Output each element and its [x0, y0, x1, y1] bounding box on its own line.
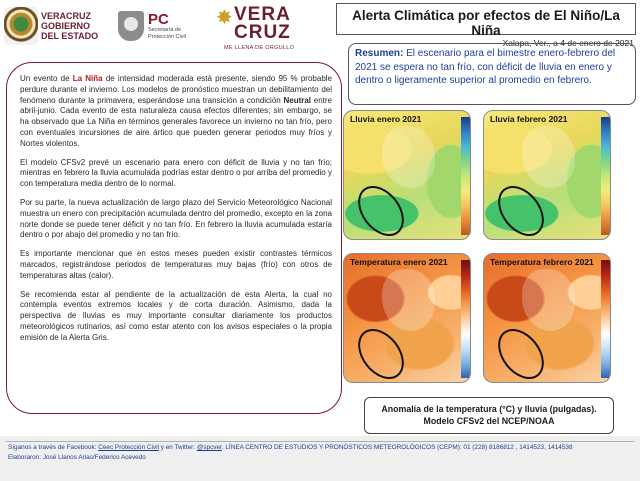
footer-twitter-text: y en Twitter:: [158, 444, 197, 451]
footer-follow-text: Síganos a través de Facebook:: [8, 444, 99, 451]
pc-logo-line1: Secretaría de: [148, 27, 182, 33]
resumen-label: Resumen:: [355, 48, 404, 59]
map-label: Temperatura enero 2021: [350, 257, 448, 267]
veracruz-logo-line3: DEL ESTADO: [41, 31, 99, 41]
paragraph-contrastes: Es importante mencionar que en estos meses pueden existir contrastes térmicos marcados, registrándose periodos de temperaturas muy bajas (frío) con otros de temperaturas altas (calor).: [20, 249, 332, 280]
temperature-color-scale: [461, 260, 470, 378]
veracruz-government-logo: [4, 6, 116, 46]
body-text: [20, 74, 332, 352]
resumen-box: [348, 43, 636, 105]
neutral-highlight: Neutral: [283, 95, 312, 105]
paragraph-la-nina: [20, 74, 332, 150]
footer-authors: Elaboraron: José Llanos Arias/Federico Acevedo: [8, 454, 146, 461]
twitter-link[interactable]: @spcver: [196, 444, 222, 451]
map-label: Lluvia enero 2021: [350, 114, 422, 124]
resumen-text: El escenario para el bimestre enero-febrero del 2021 se espera no tan frío, con déficit de lluvia en enero y dentro o ligeramente superior al promedio en febrero.: [355, 48, 616, 86]
page-title: Alerta Climática por efectos de El Niño/La Niña: [352, 8, 620, 38]
p1-mid: de intensidad moderada está presente, siendo 95 % probable perdure durante el invierno. Los modelos de pronóstico muestran un debilitamiento del fenómeno durante la primavera, esperándose una transición a condición: [20, 74, 332, 105]
map-temperatura-enero: [343, 253, 471, 383]
pc-logo-line2: Protección Civil: [148, 33, 186, 40]
veracruz-logo-line2: GOBIERNO: [41, 21, 91, 31]
gulf-region: [522, 126, 575, 187]
map-lluvia-enero: [343, 110, 471, 240]
vc-logo-mark: VERA CRUZ: [234, 4, 291, 43]
footer-contact-line: [8, 444, 573, 451]
proteccion-civil-logo: [118, 6, 210, 46]
title-box: [336, 3, 636, 38]
star-icon: ✸: [216, 7, 233, 29]
gulf-region: [522, 269, 575, 330]
p1-pre: Un evento de: [20, 74, 73, 83]
veracruz-crest-icon: [4, 7, 38, 45]
facebook-link[interactable]: Ceec Protección Civil: [98, 444, 159, 451]
gulf-region: [382, 269, 435, 330]
maps-caption: [364, 397, 614, 434]
veracruz-logo-line1: VERACRUZ: [41, 11, 92, 21]
footer-phone-text: . LÍNEA CENTRO DE ESTUDIOS Y PRONÓSTICOS METEOROLÓGICOS (CEPM): 01 (228) 8186812 , 1414523, 1414538: [221, 444, 573, 451]
rain-color-scale: [601, 117, 610, 235]
temperature-color-scale: [601, 260, 610, 378]
paragraph-cfsv2: El modelo CFSv2 prevé un escenario para enero con déficit de lluvia y no tan frío; mientras en febrero la lluvia acumulada podrías estar dentro o por arriba del promedio y con temperatura media dentro de lo normal.: [20, 157, 332, 189]
footer: [0, 436, 640, 481]
footer-divider: [6, 441, 634, 442]
date-line: Xalapa, Ver., a 4 de enero de 2021: [502, 38, 634, 48]
paragraph-recomendacion: Se recomienda estar al pendiente de la actualización de esta Alerta, la cual no contempla eventos extremos locales y de corta duración. Asimismo, dada la perspectiva de lluvias es muy importante consultar diariamente los productos meteorológicos rutinarios, así como estar atento con los avisos especiales o la propia emisión de la Alerta Gris.: [20, 289, 332, 342]
gulf-region: [382, 126, 435, 187]
paragraph-smn: Por su parte, la nueva actualización de largo plazo del Servicio Meteorológico Nacional muestra un enero con precipitación acumulada dentro del promedio, excepto en la zona norte donde se puede tener déficit y no tan frío. En febrero la lluvia acumulada estaría dentro o por abajo del promedio y no tan frío.: [20, 197, 332, 240]
map-temperatura-febrero: [483, 253, 611, 383]
pc-emblem-icon: [118, 11, 144, 41]
caption-line2: Modelo CFSv2 del NCEP/NOAA: [423, 416, 555, 426]
map-lluvia-febrero: [483, 110, 611, 240]
map-label: Temperatura febrero 2021: [490, 257, 594, 267]
rain-color-scale: [461, 117, 470, 235]
caption-line1: Anomalía de la temperatura (°C) y lluvia (pulgadas).: [381, 404, 597, 414]
p1-post: entre abril-junio. Cada evento de esta naturaleza causa efectos diferentes; sin embargo, se ha observado que La Niña en términos generales favorece un invierno no tan frío, pero con eventuales incursiones de aire ártico que pueden generar periodos muy fríos y Nortes violentos.: [20, 95, 333, 148]
pc-logo-mark: PC: [148, 11, 169, 28]
vc-logo-tagline: ME LLENA DE ORGULLO: [224, 45, 295, 51]
map-label: Lluvia febrero 2021: [490, 114, 568, 124]
la-nina-highlight: La Niña: [72, 74, 103, 83]
veracruz-orgullo-logo: [214, 4, 324, 51]
